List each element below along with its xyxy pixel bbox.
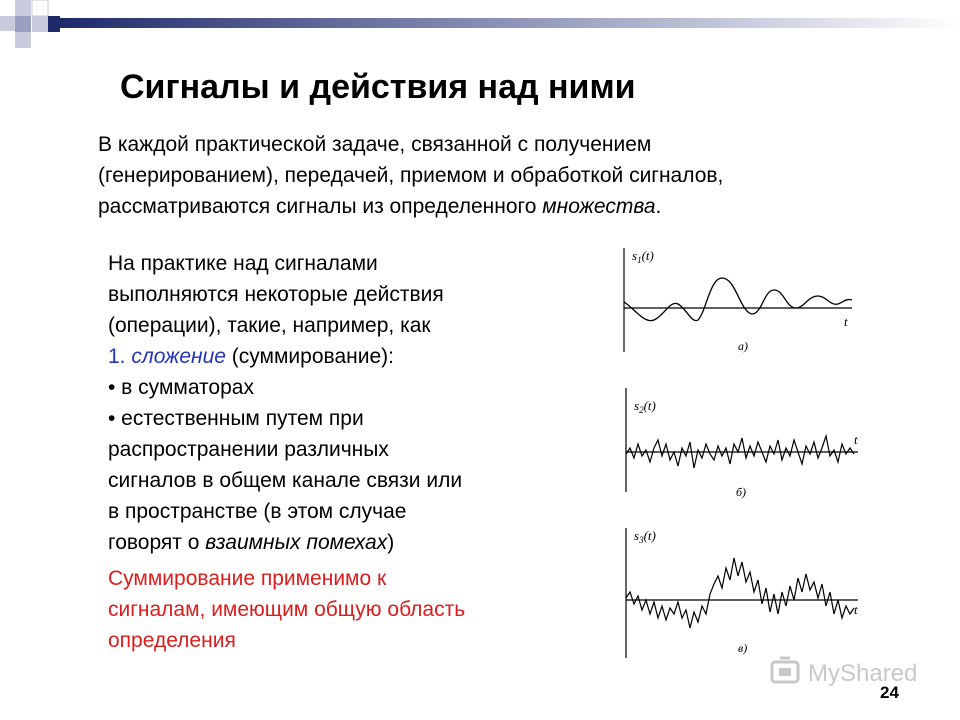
watermark-text: MyShared [808, 660, 918, 687]
body-line-2: выполняются некоторые действия [108, 283, 444, 306]
svg-text:s3(t) [634, 528, 656, 545]
fig-a-signal: s [632, 248, 638, 263]
note-paragraph [108, 563, 548, 656]
signal-figure-a [612, 240, 860, 362]
intro-line-3-text: рассматриваются сигналы из определенного [98, 195, 543, 218]
fig-c-axis-label: t [854, 602, 858, 617]
fig-c-signal: s [634, 528, 640, 543]
list-item-1 [108, 341, 528, 372]
intro-italic-term: множества [542, 195, 656, 218]
bullet-2-line-2: распространении различных [108, 438, 389, 461]
note-line-2: сигналам, имеющим общую область [108, 598, 466, 621]
body-line-1: На практике над сигналами [108, 252, 378, 275]
signal-figure-c [614, 522, 868, 662]
fig-b-arg: (t) [643, 398, 656, 413]
note-line-1: Суммирование применимо к [108, 567, 387, 590]
bullet-2-line-4: в пространстве (в этом случае [108, 500, 407, 523]
bullet-2-line-5-text: говорят о [108, 531, 206, 554]
fig-c-subscript: 3 [639, 535, 644, 545]
bullet-2-italic-term: взаимных помехах [205, 531, 388, 554]
fig-a-subscript: 1 [637, 255, 642, 265]
intro-period: . [655, 195, 662, 218]
bullet-2-close: ) [387, 531, 395, 554]
body-line-3: (операции), такие, например, как [108, 314, 431, 337]
list-item-1-rest: (суммирование): [225, 345, 394, 368]
fig-b-axis-label: t [854, 432, 858, 447]
intro-line-1: В каждой практической задаче, связанной с получением [98, 133, 652, 156]
bullet-1: • в сумматорах [108, 376, 254, 399]
svg-text:s2(t) [634, 398, 656, 415]
intro-line-2: (генерированием), передачей, приемом и обработкой сигналов, [98, 164, 724, 187]
page-number: 24 [880, 683, 899, 702]
page-title: Сигналы и действия над ними [120, 68, 636, 106]
note-line-3: определения [108, 629, 236, 652]
bullet-2-line-5 [108, 527, 528, 558]
list-item-1-number: 1. [108, 345, 132, 368]
fig-b-signal: s [634, 398, 640, 413]
fig-b-subscript: 2 [639, 405, 644, 415]
fig-a-caption: а) [738, 339, 748, 353]
fig-b-caption: б) [736, 485, 747, 499]
fig-a-arg: (t) [641, 248, 654, 263]
svg-text:s1(t) [632, 248, 654, 265]
fig-c-arg: (t) [643, 528, 656, 543]
list-item-1-term: сложение [131, 345, 226, 368]
intro-paragraph [98, 129, 858, 222]
header-decoration [0, 0, 960, 60]
intro-line-3 [98, 191, 858, 222]
bullet-2-line-1: • естественным путем при [108, 407, 364, 430]
bullet-2-line-3: сигналов в общем канале связи или [108, 469, 463, 492]
fig-c-caption: в) [738, 641, 748, 655]
signal-figure-b [614, 382, 868, 500]
body-text [108, 248, 528, 558]
fig-a-axis-label: t [844, 314, 848, 329]
